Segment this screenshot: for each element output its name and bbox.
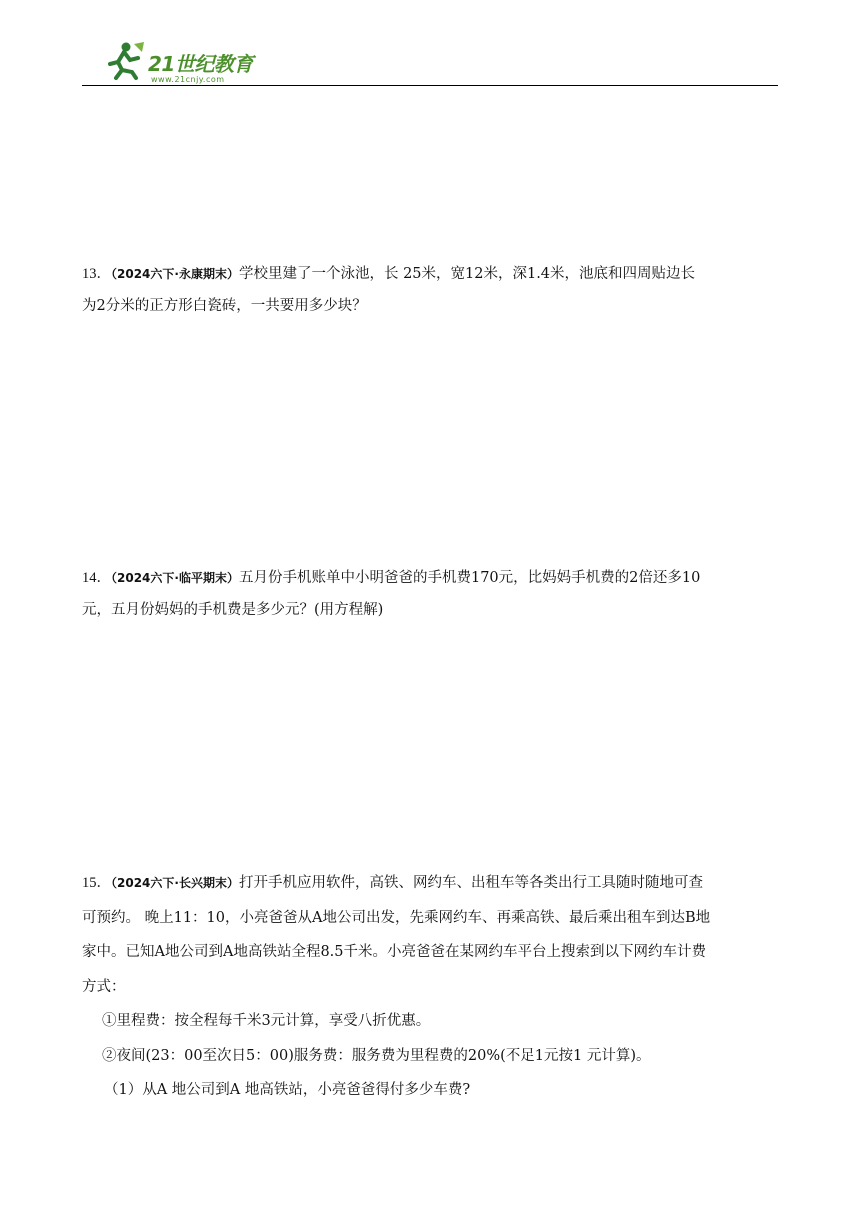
header-divider xyxy=(82,85,778,86)
question-line xyxy=(82,562,782,594)
question-number: 15． xyxy=(82,875,111,891)
question-line: 元，五月份妈妈的手机费是多少元？(用方程解) xyxy=(82,602,384,618)
runner-icon xyxy=(104,40,148,80)
question-number: 13． xyxy=(82,266,111,282)
question-line xyxy=(82,866,782,901)
page-header xyxy=(82,34,778,86)
logo-url: www.21cnjy.com xyxy=(151,75,225,84)
subquestion: （1）从A 地公司到A 地高铁站，小亮爸爸得付多少车费? xyxy=(104,1082,471,1098)
question-text: 打开手机应用软件，高铁、网约车、出租车等各类出行工具随时随地可查 xyxy=(238,875,703,891)
question-line: 方式： xyxy=(82,978,126,995)
pricing-item: ②夜间(23：00至次日5：00)服务费：服务费为里程费的20%(不足1元按1 元计算)。 xyxy=(102,1047,651,1064)
question-13 xyxy=(82,258,782,322)
question-text: 学校里建了一个泳池，长 25米，宽12米，深1.4米，池底和四周贴边长 xyxy=(238,266,696,282)
question-14 xyxy=(82,562,782,626)
question-text: 五月份手机账单中小明爸爸的手机费170元，比妈妈手机费的2倍还多10 xyxy=(238,570,701,586)
pricing-item: ①里程费：按全程每千米3元计算，享受八折优惠。 xyxy=(102,1013,431,1029)
logo xyxy=(104,40,274,84)
question-number: 14． xyxy=(82,570,111,586)
question-source: （2024六下·永康期末） xyxy=(111,267,239,281)
question-15 xyxy=(82,866,782,1108)
question-line xyxy=(82,258,782,290)
question-source: （2024六下·临平期末） xyxy=(111,571,239,585)
question-line: 为2分米的正方形白瓷砖，一共要用多少块？ xyxy=(82,298,367,314)
question-line: 可预约。 晚上11：10，小亮爸爸从A地公司出发，先乘网约车、再乘高铁、最后乘出租车到达B地 xyxy=(82,909,711,926)
question-line: 家中。已知A地公司到A地高铁站全程8.5千米。小亮爸爸在某网约车平台上搜索到以下网约车计费 xyxy=(82,944,706,960)
logo-text: 21世纪教育 xyxy=(148,52,253,76)
question-source: （2024六下·长兴期末） xyxy=(111,876,239,890)
